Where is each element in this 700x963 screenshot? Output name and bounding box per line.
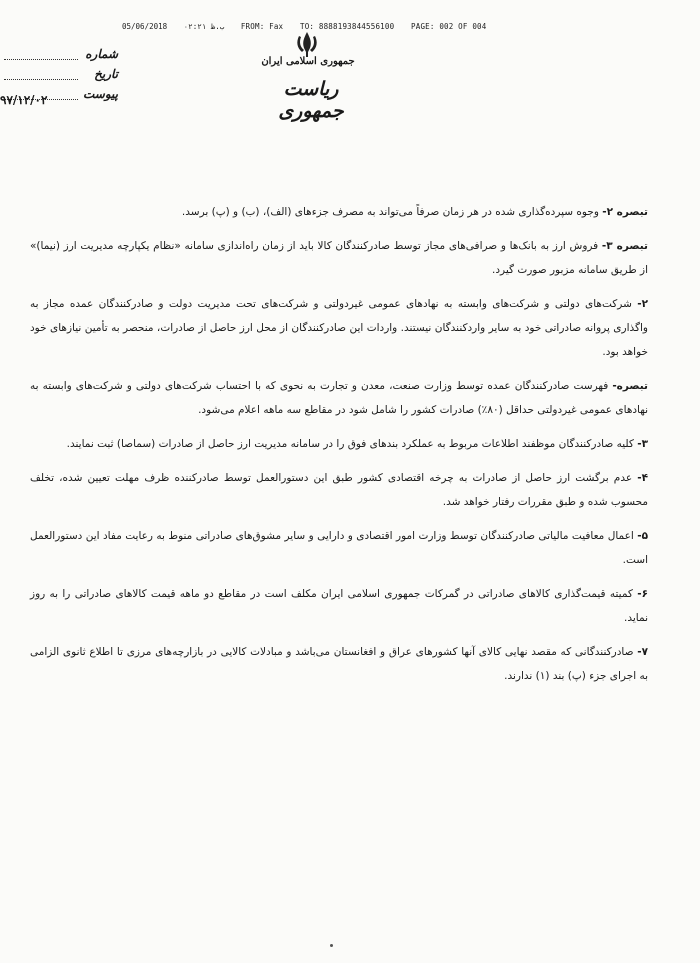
number-line bbox=[4, 49, 78, 60]
iran-emblem-icon bbox=[290, 30, 324, 58]
paragraph-lead: ۳- bbox=[637, 438, 648, 450]
paragraph bbox=[30, 640, 648, 688]
presidency-title: ریاست جمهوری bbox=[278, 78, 344, 122]
paragraph bbox=[30, 374, 648, 422]
paragraph bbox=[30, 466, 648, 514]
paragraph-text: اعمال معافیت مالیاتی صادرکنندگان توسط وزارت امور اقتصادی و دارایی و سایر مشوق‌های صادراتی منوط به رعایت مفاد این دستورالعمل است. bbox=[30, 530, 648, 566]
paragraph bbox=[30, 292, 648, 364]
paragraph-lead: ۴- bbox=[637, 472, 648, 484]
meta-number-row bbox=[0, 44, 118, 64]
attachment-label: پیوست bbox=[83, 87, 118, 101]
paragraph-text: وجوه سپرده‌گذاری شده در هر زمان صرفاً می‌تواند به مصرف جزءهای (الف)، (ب) و (پ) برسد. bbox=[181, 206, 603, 218]
fax-header bbox=[122, 22, 642, 31]
paragraph-lead: ۵- bbox=[637, 530, 648, 542]
fax-from: FROM: Fax bbox=[240, 22, 284, 31]
paragraph-text: صادرکنندگانی که مقصد نهایی کالای آنها کشورهای عراق و افغانستان می‌باشد و مبادلات کالایی در بازارچه‌های مرزی تا اطلاع ثانوی الزامی به اجرای جزء (پ) بند (۱) ندارند. bbox=[30, 646, 648, 682]
paragraph-lead: تبصره ۲- bbox=[602, 206, 648, 218]
paragraph-lead: ۲- bbox=[637, 298, 648, 310]
republic-title: جمهوری اسلامی ایران bbox=[261, 56, 355, 67]
date-label: تاریخ bbox=[94, 67, 118, 81]
paragraph-lead: تبصره ۳- bbox=[601, 240, 648, 252]
paragraph-text: فروش ارز به بانک‌ها و صرافی‌های مجاز توسط صادرکنندگان کالا باید از زمان راه‌اندازی سامانه «نظام یکپارچه مدیریت ارز (نیما)» از طریق سامانه مزبور صورت گیرد. bbox=[30, 240, 648, 276]
paragraph-lead: ۷- bbox=[637, 646, 648, 658]
meta-date-row bbox=[0, 64, 118, 84]
number-label: شماره bbox=[85, 47, 118, 61]
document-body bbox=[30, 200, 648, 698]
letter-date-value: ۹۷/۱۲/۰۲ bbox=[0, 93, 48, 107]
paragraph-text: کلیه صادرکنندگان موظفند اطلاعات مربوط به عملکرد بندهای فوق را در سامانه مدیریت ارز حاصل از صادرات (سماصا) ثبت نمایند. bbox=[66, 438, 638, 450]
paragraph-text: شرکت‌های دولتی و شرکت‌های وابسته به نهادهای عمومی غیردولتی و شرکت‌های تحت مدیریت دولت و صادرکنندگان عمده مجاز به واگذاری پروانه صادراتی خود به سایر واردکنندگان نیستند. واردات این صادرکنندگان از محل ارز حاصل از صادرات، منحصر به تأمین نیازهای خود خواهد بود. bbox=[30, 298, 648, 358]
paragraph-lead: تبصره- bbox=[612, 380, 648, 392]
paragraph-text: کمیته قیمت‌گذاری کالاهای صادراتی در گمرکات جمهوری اسلامی ایران مکلف است در مقاطع دو ماهه قیمت کالاهای صادراتی را به روز نماید. bbox=[30, 588, 648, 624]
fax-date: 05/06/2018 bbox=[122, 22, 168, 31]
paragraph bbox=[30, 200, 648, 224]
date-line bbox=[4, 69, 78, 80]
paragraph-lead: ۶- bbox=[637, 588, 648, 600]
paragraph bbox=[30, 524, 648, 572]
paragraph bbox=[30, 582, 648, 630]
fax-to: TO: 8888193844556100 bbox=[300, 22, 395, 31]
page-mark bbox=[330, 944, 333, 947]
fax-time: ب.ظ ۰۲:۲۱ bbox=[183, 22, 225, 31]
paragraph bbox=[30, 234, 648, 282]
fax-page: PAGE: 002 OF 004 bbox=[411, 22, 487, 31]
paragraph-text: فهرست صادرکنندگان عمده توسط وزارت صنعت، معدن و تجارت به نحوی که با احتساب شرکت‌های دولتی و شرکت‌های وابسته به نهادهای عمومی غیردولتی حداقل (۸۰٪) صادرات کشور را شامل شود در مقاطع سه ماهه اعلام می‌شود. bbox=[30, 380, 648, 416]
paragraph-text: عدم برگشت ارز حاصل از صادرات به چرخه اقتصادی کشور طبق این دستورالعمل توسط صادرکننده ظرف مهلت تعیین شده، تخلف محسوب شده و طبق مقررات رفتار خواهد شد. bbox=[30, 472, 648, 508]
paragraph bbox=[30, 432, 648, 456]
